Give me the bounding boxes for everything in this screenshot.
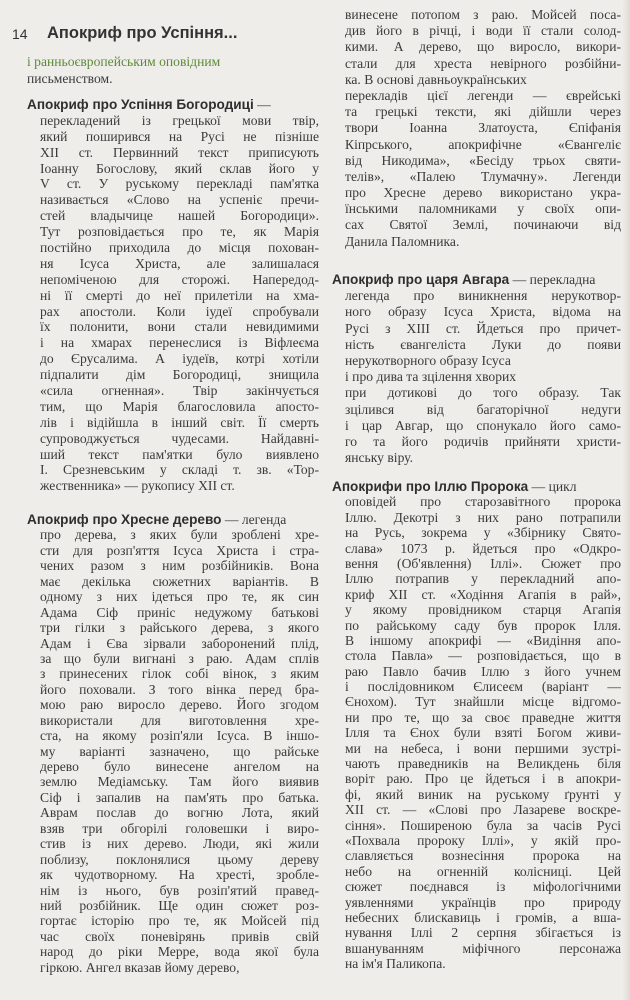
text-line: нерукотворного образу Ісуса [345, 352, 511, 368]
text-line: до Єрусалима. А іудеїв, котрі хотіли [40, 351, 319, 367]
text-line: вення (Об'явлення) Іллі». Сюжет про [345, 555, 621, 571]
text-line: його поховали. З того вінка перед бра- [40, 681, 319, 697]
text-line: ми на небеса, і вони першими зустрі- [345, 740, 621, 756]
text-line: поблизу, поклонялися цьому дереву [40, 851, 319, 867]
entry-heading [27, 512, 319, 527]
text-line: нування Іллі 2 серпня збігається із [345, 925, 621, 941]
text-line: називається «Слово на успеніє пречи- [40, 192, 319, 208]
text-line: славляється вознесіння пророка на [345, 848, 621, 864]
text-line: криф XII ст. «Ходіння Агапія в рай», [345, 586, 621, 602]
page-edge-shadow [622, 0, 630, 1000]
text-line: Сіф і запалив на пам'ять про батька. [40, 789, 319, 805]
text-line: воріт раю. Про це йдеться і в апокри- [345, 771, 621, 787]
text-line: кими. А дерево, що виросло, викори- [345, 39, 621, 55]
text-line: гіркою. Ангел вказав йому дерево, [40, 959, 240, 975]
text-line: сюжет поєднався із міфологічними [345, 879, 621, 895]
text-line: «сила огненная». Твір закінчується [40, 383, 319, 399]
entry-heading [332, 272, 621, 288]
text-line: мою раю виросло дерево. Його згодом [40, 697, 319, 713]
text-line: народ до ріки Мерре, вода якої була [40, 944, 319, 960]
text-line: раю Павло бачив Іллю з його учнем [345, 663, 621, 679]
text-line: ного образу Ісуса Христа, відома на [345, 304, 621, 320]
text-line: Єнохом). Тут знайшли місце відгомо- [345, 694, 621, 710]
text-line: який поширився на Русі не пізніше [40, 128, 319, 144]
text-line: фі, який виник на руському ґрунті у [345, 786, 621, 802]
entry-title: Апокриф про царя Авгара [332, 272, 510, 287]
text-line: Ілля та Єнох були взяті Богом живи- [345, 725, 621, 741]
text-line: легенда про виникнення нерукотвор- [345, 288, 621, 304]
text-line: Іллю. Декотрі з них рано потрапили [345, 509, 621, 525]
entry-title-rest: — [253, 97, 271, 112]
text-line: при дотикові до того образу. Так [345, 385, 621, 401]
text-line: Тут розповідається про те, як Марія [40, 224, 319, 240]
text-line: небо на огненній колісниці. Цей [345, 863, 621, 879]
entry-khresne-derevo-continued [345, 7, 621, 250]
text-line: І. Срезневським у складі т. зв. «Тор- [40, 462, 319, 478]
page-number: 14 [12, 26, 28, 42]
text-line: ні її смерті до неї прилетіли на хма- [40, 287, 319, 303]
text-line: ка. В основі давньоукраїнських [345, 71, 527, 87]
text-line: «Похвала пророку Іллі», у якій про- [345, 832, 621, 848]
text-line: жественника» — рукопису XII ст. [40, 478, 235, 494]
text-line: перекладений із грецької мови твір, [40, 112, 319, 128]
text-line: дерево було винесене ангелом на [40, 759, 319, 774]
entry-title: Апокрифи про Іллю Пророка [332, 479, 529, 494]
text-line: зцілився від багаторічної недуги [345, 401, 621, 417]
text-line: час своїх поневірянь привів свій [40, 928, 319, 944]
text-line: Данила Паломника. [345, 233, 460, 249]
text-line: ста, на якому розіп'яли Ісуса. В іншо- [40, 728, 319, 744]
text-line: їнськими паломниками у своїх опи- [345, 201, 621, 217]
entry-avgar [332, 272, 621, 466]
entry-khresne-derevo [27, 512, 319, 975]
text-line: Русі з XIII ст. Йдеться про причет- [345, 320, 621, 336]
text-line: сіння». Поширеною була за часів Русі [345, 817, 621, 833]
text-line: гортає історію про те, як Мойсей під [40, 913, 319, 929]
text-line: їх полонити, вони стали невидимими [40, 319, 319, 335]
text-line: ня Ісуса Христа, але залишалася [40, 255, 319, 271]
text-line: оповідей про старозавітного пророка [345, 494, 621, 510]
text-line: ший текст пам'ятки було виявлено [40, 446, 319, 462]
entry-title: Апокриф про Хресне дерево [27, 512, 222, 527]
entry-heading [27, 97, 319, 113]
text-line: у якому провідником старця Агапія [345, 602, 621, 618]
entry-illia [332, 479, 621, 972]
text-line: чають праведників на Великдень біля [345, 756, 621, 772]
text-line: взяв три обгорілі головешки і виро- [40, 820, 319, 836]
text-line: Іллю потрапив у перекладний апо- [345, 571, 621, 587]
text-line: на Русь, зокрема у «Збірнику Свято- [345, 525, 621, 541]
entry-title-rest: — легенда [221, 512, 287, 527]
text-line: рах апостоли. Коли іудеї спробували [40, 303, 319, 319]
running-title: Апокриф про Успіння... [47, 24, 238, 42]
text-line: нім із нього, був розіп'ятий правед- [40, 882, 319, 898]
text-line: супроводжується чудесами. Найдавні- [40, 430, 319, 446]
text-line: і про дива та зцілення хворих [345, 369, 517, 385]
text-line: на ім'я Паликопа. [345, 956, 446, 972]
text-line: по райському саду був пророк Ілля. [345, 617, 621, 633]
text-line: XII ст. Первинний текст приписують [40, 144, 319, 160]
text-line: стей владычице нашей Богородици». [40, 208, 319, 224]
text-line: див його в річці, і води її стали солод- [345, 23, 621, 39]
text-line: за що були вигнані з раю. Адам сплів [40, 650, 319, 666]
text-line: перекладів цієї легенди — єврейські [345, 87, 621, 103]
text-line: від Никодима», «Бесіду трьох святи- [345, 152, 621, 168]
entry-heading [332, 479, 621, 494]
text-line: стали для хреста невірного розбійни- [345, 55, 621, 71]
text-line: стив із них дерево. Люди, які жили [40, 836, 319, 852]
intro-paragraph [27, 54, 317, 87]
text-line: постійно приходила до місця похован- [40, 240, 319, 256]
text-line: вшануванням міфічного персонажа [345, 940, 621, 956]
entry-title-rest: — цикл [528, 479, 577, 494]
text-line: і на хмарах перенеслися із Віфлеєма [40, 335, 319, 351]
text-line: Аврам послав до вогню Лота, який [40, 805, 319, 821]
text-line: чених разом з ним розбійників. Вона [40, 558, 319, 574]
text-line: сти для розп'яття Ісуса Христа і стра- [40, 542, 319, 558]
text-line: про Хресне дерево використано укра- [345, 185, 621, 201]
text-line: тим, що Марія благословила апосто- [40, 398, 319, 414]
text-line: письменством. [27, 70, 113, 86]
text-line: Адама Сіф приніс недужому батькові [40, 604, 319, 620]
text-line: і послідовником Єлисеєм (варіант — [345, 679, 621, 695]
entry-title: Апокриф про Успіння Богородиці [27, 97, 254, 112]
text-line: лів і відійшла в інший світ. Її смерть [40, 414, 319, 430]
text-line: має декілька сюжетних варіантів. В [40, 573, 319, 589]
text-line: уявленнями українців про природу [345, 894, 621, 910]
text-line: телів», «Палею Тлумачну». Легенди [345, 168, 621, 184]
text-line: Кіпрського, апокрифічне «Євангеліє [345, 136, 621, 152]
text-line: янську віру. [345, 450, 414, 466]
text-line: небесних блискавиць і громів, а вша- [345, 909, 621, 925]
text-line: V ст. У руському перекладі пам'ятка [40, 176, 319, 192]
text-line: Адам і Єва зірвали заборонений плід, [40, 635, 319, 651]
text-line: як чудотворному. На хресті, зробле- [40, 867, 319, 883]
entry-uspinnia [27, 97, 319, 494]
text-line: з принесених гілок собі вінок, з яким [40, 666, 319, 682]
text-line: слава» 1073 р. йдеться про «Одкро- [345, 540, 621, 556]
text-line: і цар Авгар, що спонукало його само- [345, 417, 621, 433]
text-line: го та його родичів прийняти христи- [345, 433, 621, 449]
text-line: твори Іоанна Златоуста, Єпіфанія [345, 120, 621, 136]
text-line: В іншому апокрифі — «Видіння апо- [345, 632, 621, 648]
text-line: му варіанті зазначено, що райське [40, 743, 319, 759]
text-line: землю Медіамську. Там його виявив [40, 774, 319, 790]
text-line: винесене потопом з раю. Мойсей поса- [345, 7, 621, 22]
text-line: три гілки з райського дерева, з якого [40, 620, 319, 636]
text-line: ність євангеліста Луки до появи [345, 336, 621, 352]
text-line: XII ст. — «Слові про Лазареве воскре- [345, 802, 621, 818]
text-line: Іоанну Богослову, який склав його у [40, 160, 319, 176]
text-line: непоміченою для сторожі. Напередод- [40, 271, 319, 287]
text-line: стола Павла» — розповідається, що в [345, 648, 621, 664]
text-line: сах Святої Землі, починаючи від [345, 217, 621, 233]
entry-title-rest: — перекладна [509, 272, 596, 287]
text-line: ний розбійник. Ще один сюжет роз- [40, 897, 319, 913]
text-line: та грецькі тексти, які дійшли через [345, 104, 621, 120]
text-line: використали для виготовлення хре- [40, 712, 319, 728]
text-line: ни про те, що за своє праведне життя [345, 709, 621, 725]
text-line: і ранньоєвропейським оповідним [27, 54, 221, 69]
text-line: підпалити дім Богородиці, знищила [40, 367, 319, 383]
text-line: про дерева, з яких були зроблені хре- [40, 527, 319, 543]
text-line: одному з них ідеться про те, як син [40, 589, 319, 605]
